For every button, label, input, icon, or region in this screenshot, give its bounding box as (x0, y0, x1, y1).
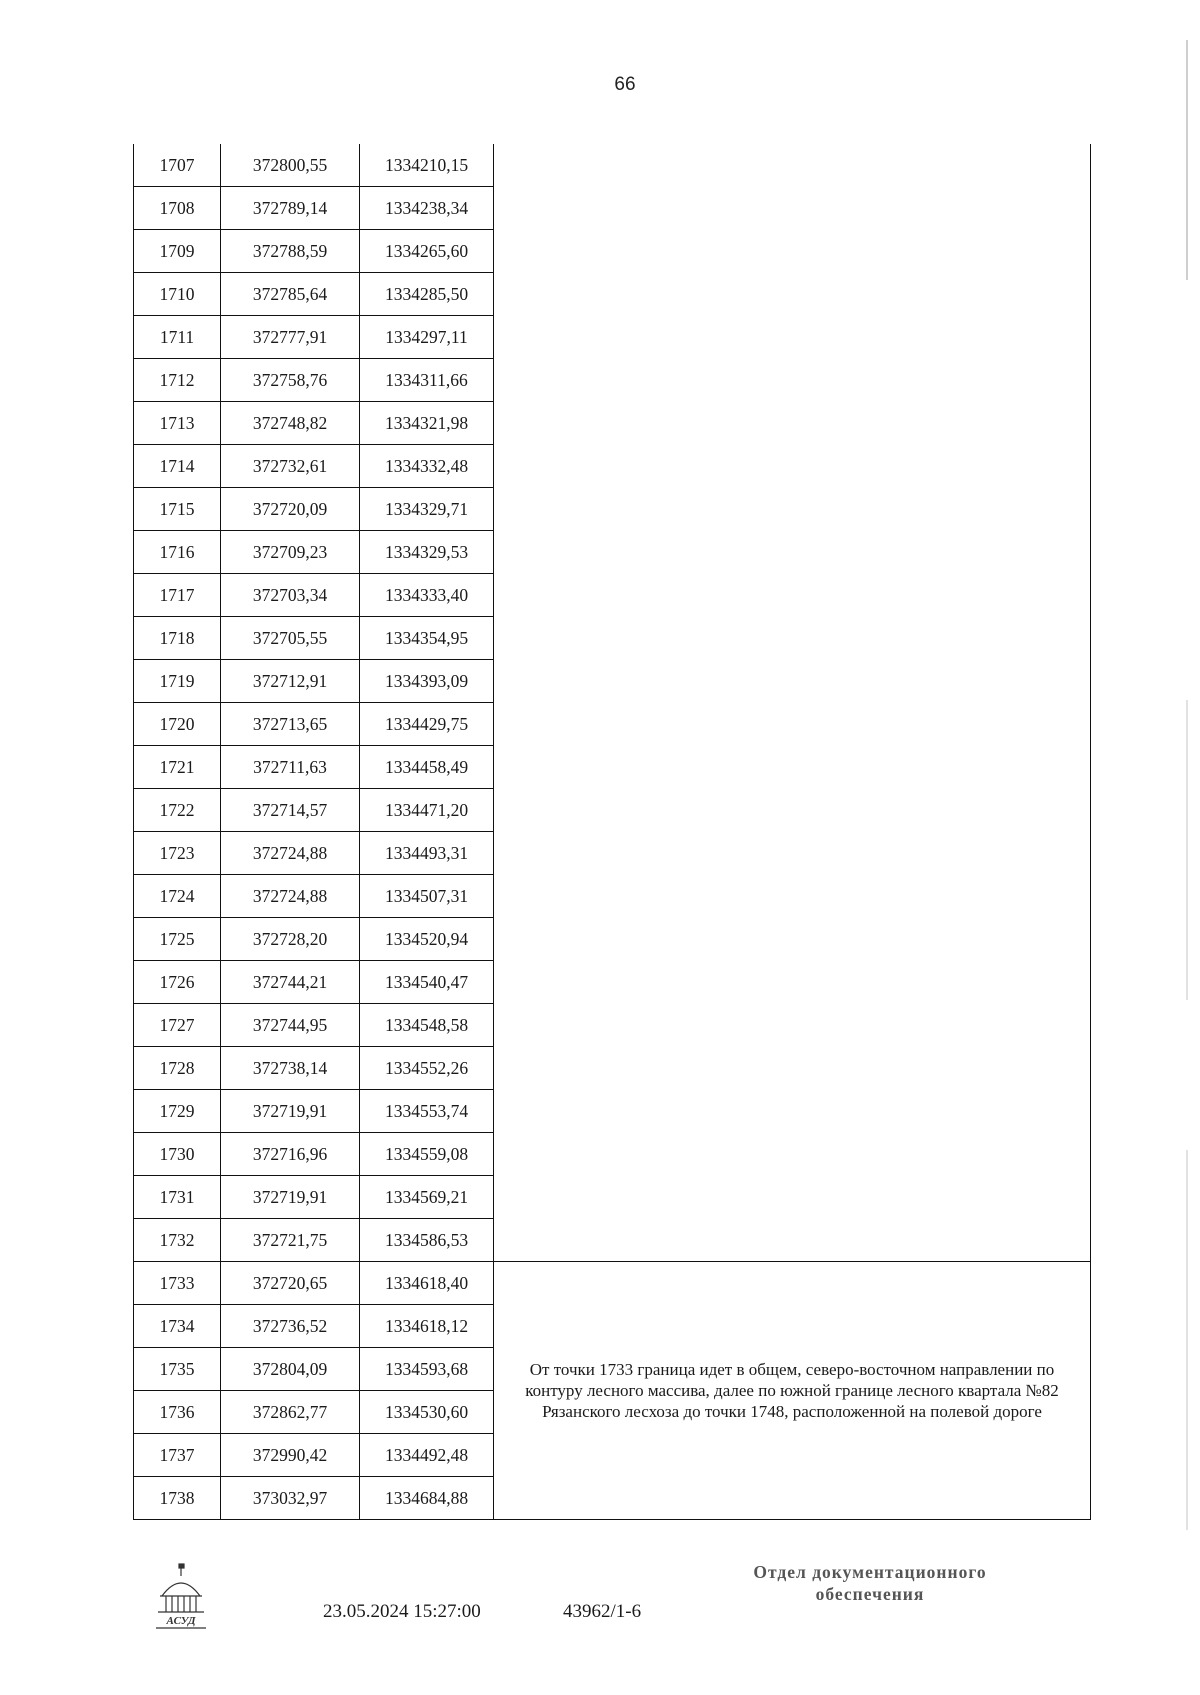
x-coordinate-cell: 372716,96 (221, 1133, 360, 1176)
point-number-cell: 1723 (134, 832, 221, 875)
x-coordinate-cell: 372744,95 (221, 1004, 360, 1047)
coordinates-table (133, 144, 1091, 1520)
x-coordinate-cell: 372720,09 (221, 488, 360, 531)
footer-date: 23.05.2024 15:27:00 (323, 1601, 481, 1622)
coordinates-table-body (134, 144, 1091, 1520)
table-row (134, 144, 1091, 187)
point-number-cell: 1708 (134, 187, 221, 230)
point-number-cell: 1716 (134, 531, 221, 574)
logo-text: АСУД (166, 1615, 196, 1627)
y-coordinate-cell: 1334548,58 (360, 1004, 494, 1047)
table-row (134, 1262, 1091, 1305)
y-coordinate-cell: 1334429,75 (360, 703, 494, 746)
y-coordinate-cell: 1334210,15 (360, 144, 494, 187)
x-coordinate-cell: 372788,59 (221, 230, 360, 273)
boundary-description-cell: От точки 1733 граница идет в общем, северо-восточном направлении по контуру лесного массива, далее по южной границе лесного квартала №82 Рязанского лесхоза до точки 1748, расположенной на полевой дороге (494, 1262, 1091, 1520)
x-coordinate-cell: 372789,14 (221, 187, 360, 230)
y-coordinate-cell: 1334552,26 (360, 1047, 494, 1090)
y-coordinate-cell: 1334520,94 (360, 918, 494, 961)
x-coordinate-cell: 372721,75 (221, 1219, 360, 1262)
y-coordinate-cell: 1334684,88 (360, 1477, 494, 1520)
point-number-cell: 1719 (134, 660, 221, 703)
point-number-cell: 1727 (134, 1004, 221, 1047)
y-coordinate-cell: 1334559,08 (360, 1133, 494, 1176)
x-coordinate-cell: 372732,61 (221, 445, 360, 488)
y-coordinate-cell: 1334297,11 (360, 316, 494, 359)
point-number-cell: 1713 (134, 402, 221, 445)
scan-edge-mark (1186, 700, 1188, 1000)
point-number-cell: 1712 (134, 359, 221, 402)
x-coordinate-cell: 372719,91 (221, 1090, 360, 1133)
point-number-cell: 1735 (134, 1348, 221, 1391)
x-coordinate-cell: 372705,55 (221, 617, 360, 660)
point-number-cell: 1729 (134, 1090, 221, 1133)
point-number-cell: 1720 (134, 703, 221, 746)
y-coordinate-cell: 1334507,31 (360, 875, 494, 918)
point-number-cell: 1724 (134, 875, 221, 918)
y-coordinate-cell: 1334618,40 (360, 1262, 494, 1305)
point-number-cell: 1731 (134, 1176, 221, 1219)
point-number-cell: 1728 (134, 1047, 221, 1090)
x-coordinate-cell: 372744,21 (221, 961, 360, 1004)
y-coordinate-cell: 1334458,49 (360, 746, 494, 789)
x-coordinate-cell: 372724,88 (221, 832, 360, 875)
point-number-cell: 1737 (134, 1434, 221, 1477)
x-coordinate-cell: 372714,57 (221, 789, 360, 832)
asud-logo-icon (150, 1562, 212, 1632)
y-coordinate-cell: 1334329,71 (360, 488, 494, 531)
x-coordinate-cell: 372712,91 (221, 660, 360, 703)
x-coordinate-cell: 372724,88 (221, 875, 360, 918)
y-coordinate-cell: 1334471,20 (360, 789, 494, 832)
x-coordinate-cell: 372738,14 (221, 1047, 360, 1090)
description-cell-empty (494, 144, 1091, 1262)
y-coordinate-cell: 1334333,40 (360, 574, 494, 617)
x-coordinate-cell: 372777,91 (221, 316, 360, 359)
y-coordinate-cell: 1334393,09 (360, 660, 494, 703)
x-coordinate-cell: 372748,82 (221, 402, 360, 445)
point-number-cell: 1730 (134, 1133, 221, 1176)
x-coordinate-cell: 372800,55 (221, 144, 360, 187)
y-coordinate-cell: 1334493,31 (360, 832, 494, 875)
y-coordinate-cell: 1334586,53 (360, 1219, 494, 1262)
point-number-cell: 1715 (134, 488, 221, 531)
x-coordinate-cell: 372713,65 (221, 703, 360, 746)
x-coordinate-cell: 372719,91 (221, 1176, 360, 1219)
y-coordinate-cell: 1334332,48 (360, 445, 494, 488)
y-coordinate-cell: 1334354,95 (360, 617, 494, 660)
x-coordinate-cell: 372758,76 (221, 359, 360, 402)
y-coordinate-cell: 1334311,66 (360, 359, 494, 402)
point-number-cell: 1726 (134, 961, 221, 1004)
y-coordinate-cell: 1334492,48 (360, 1434, 494, 1477)
point-number-cell: 1721 (134, 746, 221, 789)
y-coordinate-cell: 1334530,60 (360, 1391, 494, 1434)
point-number-cell: 1722 (134, 789, 221, 832)
x-coordinate-cell: 372703,34 (221, 574, 360, 617)
x-coordinate-cell: 372711,63 (221, 746, 360, 789)
scan-edge-mark (1186, 40, 1188, 280)
point-number-cell: 1736 (134, 1391, 221, 1434)
x-coordinate-cell: 372709,23 (221, 531, 360, 574)
y-coordinate-cell: 1334238,34 (360, 187, 494, 230)
footer-reg-number: 43962/1-6 (563, 1601, 642, 1622)
y-coordinate-cell: 1334553,74 (360, 1090, 494, 1133)
x-coordinate-cell: 372990,42 (221, 1434, 360, 1477)
point-number-cell: 1725 (134, 918, 221, 961)
x-coordinate-cell: 372862,77 (221, 1391, 360, 1434)
point-number-cell: 1710 (134, 273, 221, 316)
y-coordinate-cell: 1334618,12 (360, 1305, 494, 1348)
x-coordinate-cell: 372720,65 (221, 1262, 360, 1305)
point-number-cell: 1733 (134, 1262, 221, 1305)
x-coordinate-cell: 372728,20 (221, 918, 360, 961)
point-number-cell: 1709 (134, 230, 221, 273)
point-number-cell: 1734 (134, 1305, 221, 1348)
point-number-cell: 1707 (134, 144, 221, 187)
y-coordinate-cell: 1334593,68 (360, 1348, 494, 1391)
y-coordinate-cell: 1334285,50 (360, 273, 494, 316)
point-number-cell: 1738 (134, 1477, 221, 1520)
point-number-cell: 1717 (134, 574, 221, 617)
footer-department-stamp: Отдел документационного обеспечения (753, 1562, 987, 1604)
point-number-cell: 1711 (134, 316, 221, 359)
y-coordinate-cell: 1334540,47 (360, 961, 494, 1004)
y-coordinate-cell: 1334329,53 (360, 531, 494, 574)
point-number-cell: 1732 (134, 1219, 221, 1262)
x-coordinate-cell: 372736,52 (221, 1305, 360, 1348)
scan-edge-mark (1186, 1150, 1188, 1530)
y-coordinate-cell: 1334265,60 (360, 230, 494, 273)
point-number-cell: 1714 (134, 445, 221, 488)
page-number: 66 (614, 74, 636, 95)
x-coordinate-cell: 372804,09 (221, 1348, 360, 1391)
x-coordinate-cell: 373032,97 (221, 1477, 360, 1520)
y-coordinate-cell: 1334321,98 (360, 402, 494, 445)
y-coordinate-cell: 1334569,21 (360, 1176, 494, 1219)
x-coordinate-cell: 372785,64 (221, 273, 360, 316)
point-number-cell: 1718 (134, 617, 221, 660)
